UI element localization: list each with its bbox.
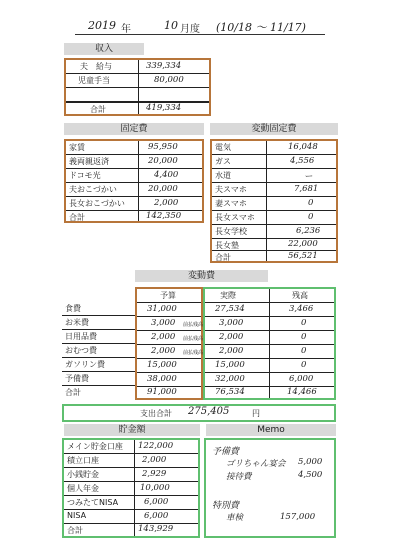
table-row [64,468,198,482]
fixed-value: 20,000 [148,184,178,194]
income-title: 収入 [64,43,144,55]
memo-line-value: 4,500 [298,470,323,480]
variable-label: お米費 [65,318,89,327]
variable-fixed-value: 22,000 [288,239,318,249]
row-line [137,358,201,359]
income-value: 80,000 [154,75,184,85]
variable-remaining-value: 0 [301,346,307,356]
variable-fixed-label: ガス [215,157,231,166]
variable-header-budget: 予算 [160,291,176,300]
fixed-label: 長女おこづかい [69,199,125,208]
table-row [212,155,336,169]
table-row [66,211,202,223]
savings-title: 貯金額 [64,424,200,436]
table-row [212,169,336,183]
row-line [205,372,334,373]
savings-label: 積立口座 [67,456,99,465]
variable-actual-value: 15,000 [215,360,245,370]
variable-actual-table [203,287,336,400]
variable-label-row [62,358,136,372]
variable-budget-note: 前払残高 [183,350,204,356]
total-box [62,404,336,422]
variable-label: 食費 [65,304,81,313]
header-month: 10 [164,19,178,32]
table-row [64,454,198,468]
variable-label-row [62,302,136,316]
row-line [205,344,334,345]
variable-fixed-label: 夫スマホ [215,185,247,194]
table-row [64,496,198,510]
table-row [64,440,198,454]
income-label: 夫 給与 [80,62,112,71]
row-line [205,358,334,359]
variable-budget-value: 15,000 [147,360,177,370]
table-row [66,102,209,114]
memo-line-value: 5,000 [298,457,323,467]
variable-actual-value: 27,534 [215,304,245,314]
savings-value: 143,929 [138,524,174,534]
variable-fixed-value: 7,681 [294,184,319,194]
variable-fixed-value: ー [304,172,313,182]
variable-fixed-value: 0 [308,212,314,222]
row-line [137,344,201,345]
variable-header-remaining: 残高 [292,291,308,300]
variable-budget-value: 2,000 [151,332,176,342]
memo-line-text: 接待費 [226,472,252,482]
memo-line-value: 157,000 [280,512,316,522]
variable-label: 合計 [65,388,81,397]
savings-value: 10,000 [140,483,170,493]
memo-line-text: 車検 [226,513,244,523]
variable-fixed-label: 妻スマホ [215,199,247,208]
variable-fixed-value: 56,521 [288,251,318,261]
variable-label: おむつ費 [65,346,97,355]
variable-label: ガソリン費 [65,360,105,369]
variable-fixed-label: 長女塾 [215,241,239,250]
income-value: 339,334 [146,61,182,71]
savings-label: 小銭貯金 [67,470,99,479]
variable-fixed-label: 水道 [215,171,231,180]
variable-fixed-label: 長女スマホ [215,213,255,222]
variable-remaining-value: 0 [301,360,307,370]
memo-line-text: ゴリちゃん宴会 [226,459,286,469]
table-row [212,211,336,225]
fixed-label: 義両親返済 [69,157,109,166]
variable-remaining-value: 14,466 [287,387,317,397]
savings-value: 6,000 [144,511,169,521]
savings-label: NISA [67,511,87,520]
table-row [66,155,202,169]
table-row [64,482,198,496]
savings-value: 6,000 [144,497,169,507]
fixed-table [64,139,204,223]
variable-budget-value: 2,000 [151,346,176,356]
variable-label-row [62,330,136,344]
table-row [212,141,336,155]
header-month-unit: 月度 [180,24,200,35]
row-line [137,372,201,373]
income-value: 419,334 [146,103,182,113]
fixed-value: 20,000 [148,156,178,166]
variable-label-row [62,386,136,398]
variable-budget-value: 91,000 [147,387,177,397]
header-year: 2019 [88,19,116,32]
variable-title: 変動費 [135,270,268,282]
memo-heading-1: 予備費 [212,447,240,457]
variable-fixed-value: 6,236 [296,226,321,236]
variable-remaining-value: 6,000 [289,374,314,384]
row-line [137,302,201,303]
table-row [66,141,202,155]
variable-fixed-value: 0 [308,198,314,208]
variable-label: 予備費 [65,374,89,383]
variable-fixed-label: 長女学校 [215,227,247,236]
variable-budget-column [135,287,203,400]
table-row [212,239,336,251]
variable-actual-value: 32,000 [215,374,245,384]
table-row [212,251,336,263]
savings-label: 個人年金 [67,484,99,493]
variable-fixed-label: 合計 [215,253,231,262]
row-line [205,330,334,331]
savings-label: 合計 [67,526,83,535]
savings-value: 122,000 [138,441,174,451]
table-row [212,197,336,211]
variable-remaining-value: 0 [301,318,307,328]
table-row [64,510,198,524]
total-unit: 円 [252,409,260,418]
table-row [66,183,202,197]
variable-budget-value: 31,000 [147,304,177,314]
variable-budget-note: 前払残高 [183,322,204,328]
table-row [64,524,198,536]
variable-remaining-value: 3,466 [289,304,314,314]
variable-fixed-value: 16,048 [288,142,318,152]
table-row [66,197,202,211]
variable-fixed-title: 変動固定費 [210,123,338,135]
memo-heading-2: 特別費 [212,501,240,511]
variable-header-actual: 実際 [220,291,236,300]
variable-label-row [62,372,136,386]
memo-title: Memo [206,424,336,436]
variable-budget-value: 3,000 [151,318,176,328]
variable-label-row [62,344,136,358]
header-period: (10/18 〜 11/17) [216,21,306,34]
income-label: 児童手当 [78,76,110,85]
fixed-label: 合計 [69,213,85,222]
table-row [66,88,209,102]
total-label: 支出合計 [140,409,172,418]
fixed-value: 95,950 [148,142,178,152]
table-row [66,60,209,74]
savings-label: つみたてNISA [67,498,119,507]
table-row [212,183,336,197]
variable-label-row [62,316,136,330]
variable-remaining-value: 0 [301,332,307,342]
fixed-label: 家賃 [69,143,85,152]
row-line [137,330,201,331]
variable-budget-note: 前払残高 [183,336,204,342]
fixed-value: 142,350 [146,211,182,221]
savings-label: メイン貯金口座 [67,442,123,451]
variable-budget-value: 38,000 [147,374,177,384]
table-row [66,169,202,183]
fixed-value: 4,400 [154,170,179,180]
header-underline [75,34,325,35]
savings-value: 2,000 [142,455,167,465]
variable-fixed-table [210,139,338,263]
fixed-label: 夫おこづかい [69,185,117,194]
fixed-value: 2,000 [154,198,179,208]
fixed-label: ドコモ光 [69,171,101,180]
memo-box [204,438,336,538]
variable-actual-value: 3,000 [219,318,244,328]
variable-labels [62,302,136,398]
row-line [205,316,334,317]
income-table [64,58,211,116]
fixed-title: 固定費 [64,123,204,135]
row-line [205,302,334,303]
header-year-unit: 年 [121,24,131,35]
variable-actual-value: 2,000 [219,332,244,342]
row-line [137,316,201,317]
table-row [212,225,336,239]
variable-fixed-value: 4,556 [290,156,315,166]
income-label: 合計 [90,105,106,114]
savings-value: 2,929 [142,469,167,479]
variable-fixed-label: 電気 [215,143,231,152]
variable-label: 日用品費 [65,332,97,341]
table-row [66,74,209,88]
total-value: 275,405 [188,406,230,417]
variable-actual-value: 76,534 [215,387,245,397]
variable-actual-value: 2,000 [219,346,244,356]
savings-table [62,438,200,538]
